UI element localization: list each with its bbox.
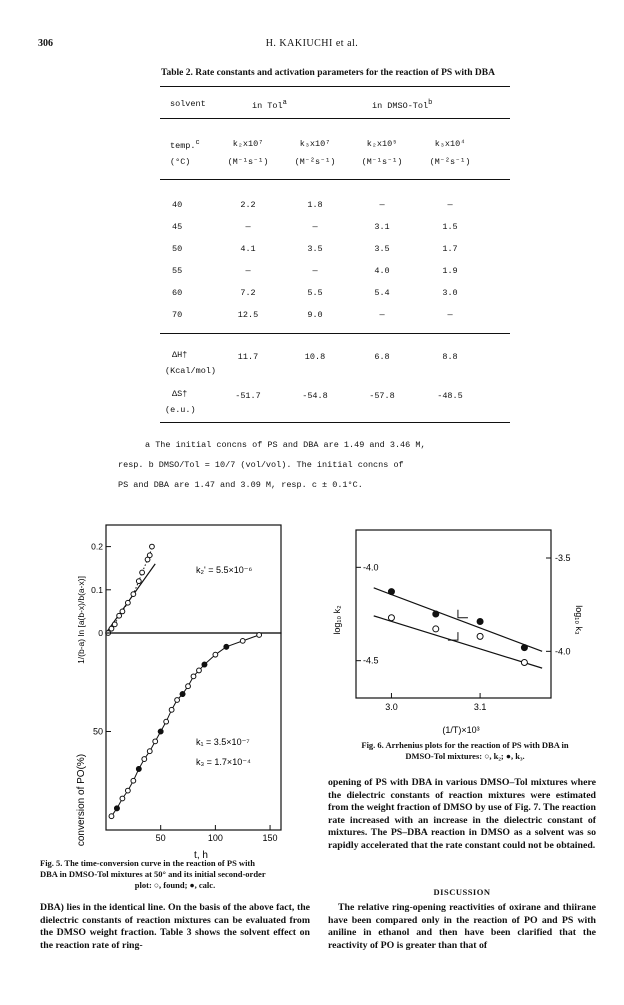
data-point	[131, 592, 136, 597]
y2-tick-label: -3.5	[555, 553, 571, 563]
col-k2-dmso: k₂x10⁵	[366, 139, 398, 149]
data-point	[180, 692, 185, 697]
temp-header: temp.$^c$	[170, 139, 200, 151]
data-point	[169, 707, 174, 712]
fig5-chart	[56, 515, 286, 860]
data-point	[521, 645, 527, 651]
table-cell: 3.0	[442, 288, 458, 298]
table-cell: 1.9	[442, 266, 458, 276]
dS-label: ΔS†	[172, 389, 188, 399]
table-cell: 8.8	[442, 352, 458, 362]
data-point	[186, 684, 191, 689]
fig6-caption: Fig. 6. Arrhenius plots for the reaction of PS with DBA in DMSO-Tol mixtures: ○, k₂; ●, k₃.	[361, 740, 569, 761]
data-point	[109, 626, 114, 631]
col-k3-dmso-unit: (M⁻²s⁻¹)	[429, 157, 471, 167]
group-dmso-header: in DMSO-Tol$^b$	[372, 99, 433, 111]
fig5-bottom-frame	[106, 633, 281, 830]
data-point	[112, 622, 117, 627]
row-temp: 40	[172, 200, 183, 210]
table-caption: Table 2. Rate constants and activation parameters for the reaction of PS with DBA	[161, 68, 495, 78]
table-rule-bottom	[160, 422, 510, 423]
col-k3-tol-unit: (M⁻²s⁻¹)	[294, 157, 336, 167]
data-point	[257, 633, 262, 638]
temp-unit: (°C)	[170, 157, 191, 167]
data-point	[388, 589, 394, 595]
x-tick-label: 50	[155, 833, 166, 843]
table-cell: 10.8	[304, 352, 326, 362]
data-point	[120, 609, 125, 614]
col-k3-tol: k₃x10⁷	[299, 139, 331, 149]
data-point	[433, 611, 439, 617]
y-tick-label: 50	[92, 726, 103, 737]
table-cell: —	[312, 222, 318, 232]
data-point	[477, 618, 483, 624]
table-cell: 4.0	[374, 266, 390, 276]
table-cell: -48.5	[437, 391, 463, 401]
table-cell: -51.7	[235, 391, 261, 401]
data-point	[388, 615, 394, 621]
data-point	[224, 644, 229, 649]
data-point	[202, 662, 207, 667]
col-k2-tol-unit: (M⁻¹s⁻¹)	[227, 157, 269, 167]
table-cell: —	[379, 310, 385, 320]
table-cell: 2.2	[240, 200, 256, 210]
running-head: H. KAKIUCHI et al.	[265, 38, 359, 49]
data-point	[197, 668, 202, 673]
data-point	[117, 613, 122, 618]
table-footnote: resp. b DMSO/Tol = 10/7 (vol/vol). The initial concns of	[118, 460, 404, 470]
fig5-top-ylabel: 1/(b-a) ln [a(b-x)/b(a-x)]	[76, 576, 86, 664]
table-cell: 4.1	[240, 244, 256, 254]
fig6-frame	[356, 530, 551, 698]
data-point	[521, 660, 527, 666]
y-tick-label: -4.0	[363, 562, 379, 573]
data-point	[142, 757, 147, 762]
fig6-xlabel: (1/T)×10³	[442, 725, 480, 735]
table-rule-top	[160, 86, 510, 87]
x-tick-label: 100	[207, 833, 223, 843]
fig5-bottom-ylabel: conversion of PO(%)	[76, 753, 87, 847]
row-temp: 50	[172, 244, 183, 254]
dH-label: ΔH†	[172, 350, 188, 360]
table-cell: —	[447, 200, 453, 210]
table-cell: —	[245, 266, 251, 276]
table-cell: 5.4	[374, 288, 390, 298]
data-point	[140, 570, 145, 575]
fig5-k3-annotation: k₃ = 1.7×10⁻⁴	[196, 757, 251, 767]
row-temp: 55	[172, 266, 183, 276]
arrow-right-icon	[458, 610, 468, 618]
table-footnote: a The initial concns of PS and DBA are 1.49 and 3.46 M,	[145, 440, 426, 450]
row-temp: 45	[172, 222, 183, 232]
data-point	[191, 674, 196, 679]
fig5-caption: Fig. 5. The time-conversion curve in the reaction of PS with DBA in DMSO-Tol mixtures at 50° and its initial second-order plot: ○, found; ●, calc.	[40, 858, 266, 890]
y-tick-label: 0.2	[91, 541, 103, 552]
table-cell: -57.8	[369, 391, 395, 401]
table-cell: 3.1	[374, 222, 390, 232]
table-cell: 12.5	[237, 310, 259, 320]
data-point	[158, 729, 163, 734]
data-point	[120, 796, 125, 801]
x-tick-label: 3.0	[385, 702, 398, 712]
body-paragraph: DBA) lies in the identical line. On the basis of the above fact, the dielectric constants of reaction mixtures can be evaluated from the DMSO weight fraction. Table 3 shows the solvent effect on the reaction rate of ring-	[40, 902, 310, 951]
data-point	[125, 600, 130, 605]
data-point	[213, 652, 218, 657]
fig5-curve	[111, 635, 259, 816]
row-temp: 60	[172, 288, 183, 298]
data-point	[153, 739, 158, 744]
table-rule-params	[160, 333, 510, 334]
table-rule-subheader	[160, 179, 510, 180]
table-footnote: PS and DBA are 1.47 and 3.09 M, resp. c ± 0.1°C.	[118, 480, 363, 490]
data-point	[109, 814, 114, 819]
body-paragraph: The relative ring-opening reactivities of oxirane and thiirane have been compared only in the reaction of PO and PS with aniline in ethanol and then have been clarified that the reactivity of PO is greater than that of	[328, 902, 596, 951]
data-point	[125, 788, 130, 793]
data-point	[150, 544, 155, 549]
table-cell: 1.7	[442, 244, 458, 254]
col-k2-dmso-unit: (M⁻¹s⁻¹)	[361, 157, 403, 167]
table-cell: 9.0	[307, 310, 323, 320]
data-point	[433, 626, 439, 632]
table-cell: 1.8	[307, 200, 323, 210]
y-tick-label: 0.1	[91, 584, 103, 595]
table-cell: 3.5	[374, 244, 390, 254]
body-paragraph: opening of PS with DBA in various DMSO–Tol mixtures where the dielectric constants of reaction mixtures were estimated from the weight fraction of DMSO by use of Fig. 7. The reaction rate increased with an increase in the dielectric constant of mixtures. The PS–DBA reaction in DMSO as a solvent was so rapidly accelerated that the rate constant could not be obtained.	[328, 777, 596, 851]
table-cell: -54.8	[302, 391, 328, 401]
x-tick-label: 3.1	[473, 702, 487, 712]
table-cell: 7.2	[240, 288, 256, 298]
fig6-right-ylabel: log₁₀ k₃	[574, 605, 584, 635]
data-point	[147, 749, 152, 754]
data-point	[131, 778, 136, 783]
data-point	[164, 719, 169, 724]
x-tick-label: 150	[262, 833, 278, 843]
group-tol-header: in Tol$^a$	[252, 99, 287, 111]
table-cell: —	[379, 200, 385, 210]
table-cell: 3.5	[307, 244, 323, 254]
table-cell: —	[245, 222, 251, 232]
fig6-chart	[326, 520, 586, 745]
fig5-k2-annotation: k₂' = 5.5×10⁻⁶	[196, 565, 253, 575]
col-k3-dmso: k₃x10⁴	[434, 139, 466, 149]
table-rule-header	[160, 118, 510, 119]
data-point	[147, 553, 152, 558]
data-point	[136, 579, 141, 584]
data-point	[175, 698, 180, 703]
col-k2-tol: k₂x10⁷	[232, 139, 264, 149]
table-cell: 5.5	[307, 288, 323, 298]
dS-unit: (e.u.)	[165, 405, 196, 415]
data-point	[477, 633, 483, 639]
fig6-left-ylabel: log₁₀ k₂	[332, 605, 342, 635]
data-point	[136, 767, 141, 772]
col-solvent-header: solvent	[170, 99, 206, 109]
data-point	[240, 638, 245, 643]
section-heading: DISCUSSION	[433, 887, 491, 897]
dH-unit: (Kcal/mol)	[165, 366, 217, 376]
table-cell: 11.7	[237, 352, 259, 362]
fig5-top-frame	[106, 525, 281, 633]
y-tick-label: 0	[98, 628, 103, 638]
table-cell: 1.5	[442, 222, 458, 232]
fig5-xlabel: t, h	[194, 850, 208, 860]
page-number: 306	[38, 38, 53, 49]
y2-tick-label: -4.0	[555, 646, 571, 657]
data-point	[115, 806, 120, 811]
table-cell: 6.8	[374, 352, 390, 362]
fig5-k1-annotation: k₁ = 3.5×10⁻⁷	[196, 737, 250, 747]
row-temp: 70	[172, 310, 183, 320]
table-cell: —	[312, 266, 318, 276]
table-cell: —	[447, 310, 453, 320]
y-tick-label: -4.5	[363, 655, 379, 666]
